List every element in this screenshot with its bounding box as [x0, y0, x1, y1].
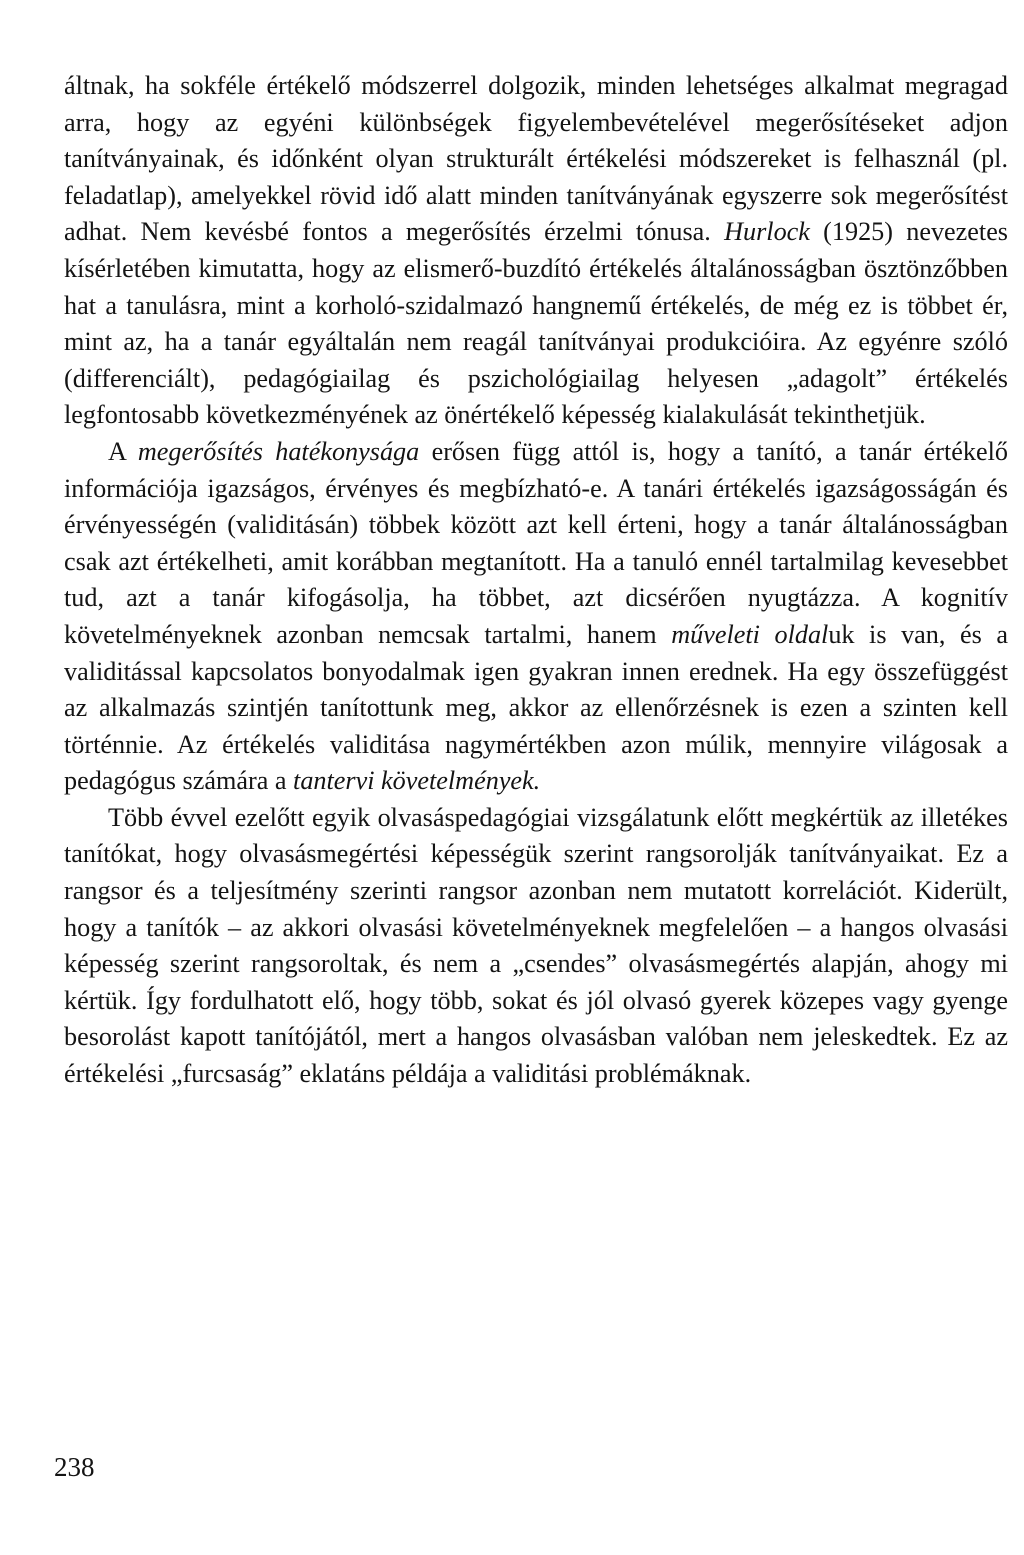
paragraph-1 [64, 68, 1008, 434]
paragraph-2-run-1: A [108, 436, 138, 466]
paragraph-2 [64, 434, 1008, 800]
paragraph-2-run-3: erősen függ attól is, hogy a tanító, a tanár értékelő információja igazságos, érvényes és megbízható-e. A tanári értékelés igazságosságán és érvényességén (validitásán) többek között azt kell érteni, hogy a tanár általánosságban csak azt értékelheti, amit korábban megtanított. Ha a tanuló ennél tartalmilag kevesebbet tud, azt a tanár kifogásolja, ha többet, azt dicsérően nyugtázza. A kognitív követelményeknek azonban nemcsak tartalmi, hanem [64, 436, 1009, 649]
page-number: 238 [54, 1452, 95, 1482]
paragraph-3 [64, 800, 1008, 1093]
paragraph-1-run-3: (1925) nevezetes kísérletében kimutatta, hogy az elismerő-buzdító értékelés általánosságban ösztönzőbben hat a tanulásra, mint a korholó-szidalmazó hangnemű értékelés, de még ez is többet ér, mint az, ha a tanár egyáltalán nem reagál tanítványai produkcióira. Az egyénre szóló (differenciált), pedagógiailag és pszichológiailag helyesen „adagolt” értékelés legfontosabb következményének az önértékelő képesség kialakulását tekinthetjük. [64, 217, 1009, 430]
paragraph-2-run-6-italic: tantervi követelmények. [293, 766, 541, 796]
page-body [64, 68, 1008, 1093]
paragraph-1-run-2-italic: Hurlock [724, 217, 810, 247]
paragraph-1-run-1: áltnak, ha sokféle értékelő módszerrel dolgozik, minden lehetséges alkalmat megragad arra, hogy az egyéni különbségek figyelembevételével megerősítéseket adjon tanítványainak, és időnként olyan strukturált értékelési módszereket is felhasznál (pl. feladatlap), amelyekkel rövid idő alatt minden tanítványának egyszerre sok megerősítést adhat. Nem kevésbé fontos a megerősítés érzelmi tónusa. [64, 71, 1008, 247]
paragraph-2-run-2-italic: megerősítés hatékonysága [137, 436, 420, 466]
paragraph-2-run-4-italic: műveleti oldal [671, 619, 829, 649]
paragraph-2-run-5: uk is van, és a validitással kapcsolatos bonyodalmak igen gyakran innen erednek. Ha egy összefüggést az alkalmazás szintjén tanítottunk meg, akkor az ellenőrzésnek is ezen a szinten kell történnie. Az értékelés validitása nagymértékben azon múlik, mennyire világosak a pedagógus számára a [64, 619, 1008, 796]
paragraph-3-run-1: Több évvel ezelőtt egyik olvasáspedagógiai vizsgálatunk előtt megkértük az illetékes tanítókat, hogy olvasásmegértési képességük szerint rangsorolják tanítványaikat. Ez a rangsor és a teljesítmény szerinti rangsor azonban nem mutatott korrelációt. Kiderült, hogy a tanítók – az akkori olvasási követelményeknek megfelelően – a hangos olvasási képesség szerint rangsoroltak, és nem a „csendes” olvasásmegértés alapján, ahogy mi kértük. Így fordulhatott elő, hogy több, sokat és jól olvasó gyerek közepes vagy gyenge besorolást kapott tanítójától, mert a hangos olvasásban valóban nem jeleskedtek. Ez az értékelési „furcsaság” eklatáns példája a validitási problémáknak. [64, 802, 1008, 1089]
